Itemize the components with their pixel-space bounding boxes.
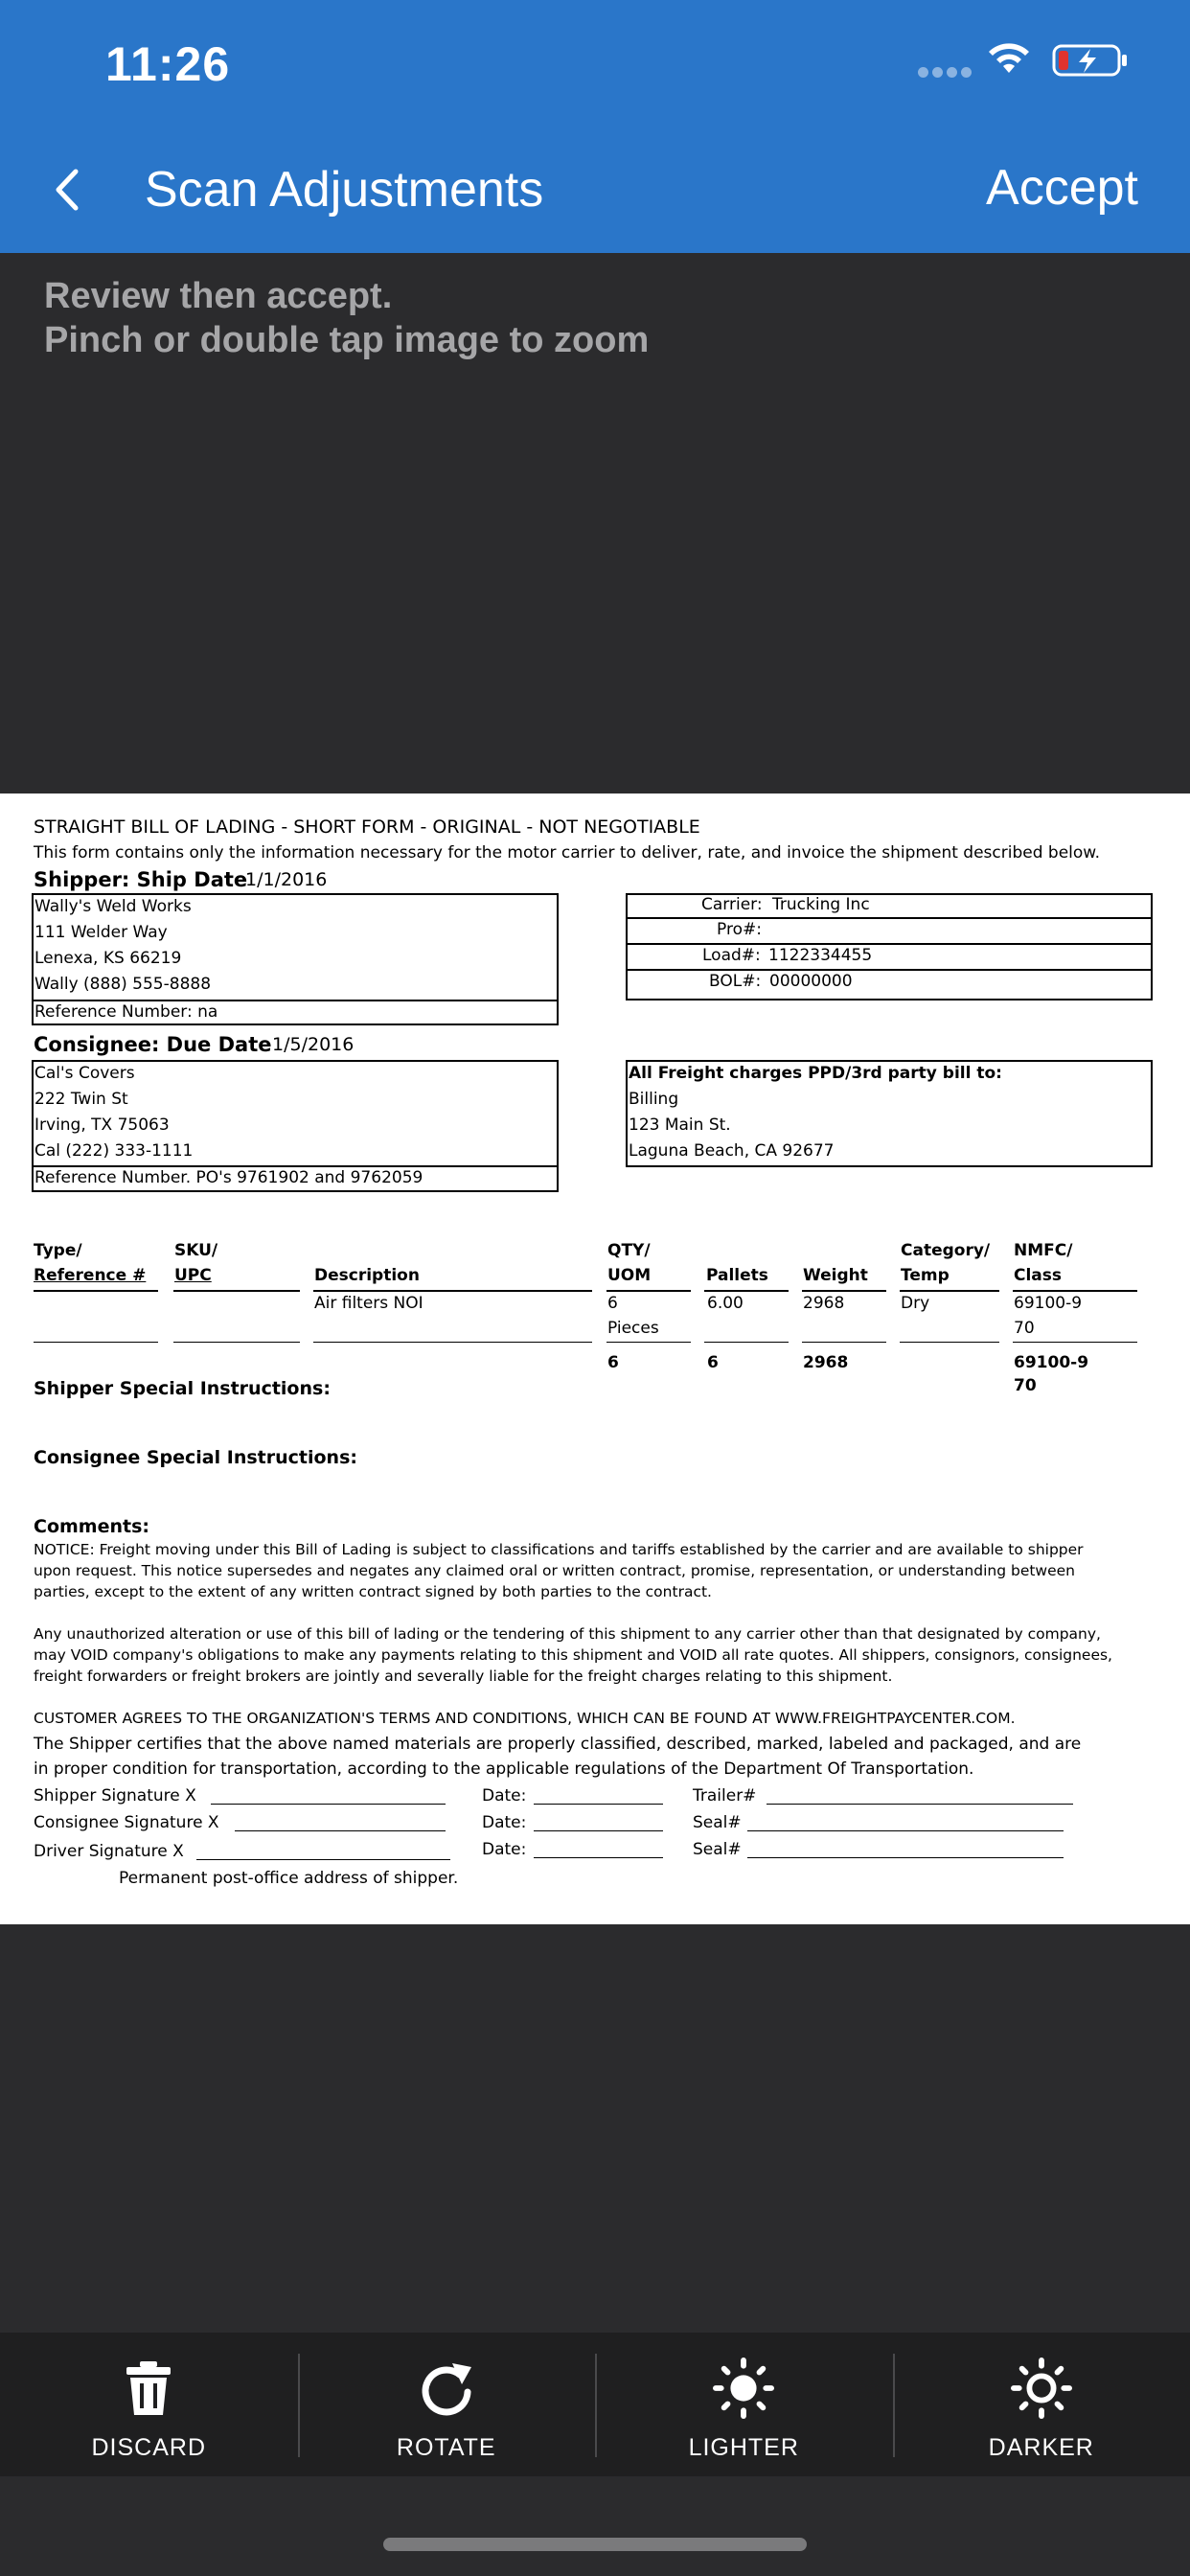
- notice-line: parties, except to the extent of any written contract signed by both parties to the contract.: [34, 1583, 712, 1600]
- billing-line: Laguna Beach, CA 92677: [629, 1141, 835, 1161]
- ship-date: 1/1/2016: [245, 869, 328, 890]
- row-rule: [802, 1342, 886, 1343]
- sun-bright-icon: [713, 2358, 774, 2419]
- instruction-line-2: Pinch or double tap image to zoom: [44, 320, 650, 360]
- th-sku: UPC: [174, 1266, 212, 1285]
- row-rule: [173, 1342, 300, 1343]
- shipper-line: 111 Welder Way: [34, 923, 168, 942]
- app-header: [0, 0, 1190, 253]
- signature-line: [747, 1830, 1064, 1831]
- divider: [626, 917, 1153, 919]
- total-nmfc: 70: [1014, 1376, 1037, 1395]
- date-label: Date:: [482, 1813, 527, 1832]
- lighter-button[interactable]: [595, 2333, 893, 2476]
- bottom-toolbar: [0, 2333, 1190, 2476]
- th-category: Temp: [901, 1266, 950, 1285]
- trailer-label: Trailer#: [693, 1786, 757, 1806]
- th-pallets: Pallets: [706, 1266, 768, 1285]
- rotate-label: ROTATE: [396, 2434, 496, 2461]
- signature-line: [235, 1830, 446, 1831]
- signature-line: [534, 1857, 663, 1858]
- header-rule: [704, 1290, 789, 1292]
- total-nmfc: 69100-9: [1014, 1353, 1089, 1372]
- signature-line: [534, 1804, 663, 1805]
- consignee-line: Irving, TX 75063: [34, 1116, 170, 1135]
- consignee-instructions: Consignee Special Instructions:: [34, 1447, 357, 1468]
- alteration-line: Any unauthorized alteration or use of this bill of lading or the tendering of this shipment to any carrier other than that designated by company,: [34, 1625, 1101, 1643]
- instruction-line-1: Review then accept.: [44, 276, 393, 316]
- divider: [626, 943, 1153, 945]
- th-weight: Weight: [803, 1266, 868, 1285]
- shipper-line: Wally (888) 555-8888: [34, 975, 212, 994]
- divider: [626, 969, 1153, 971]
- consignee-line: Reference Number. PO's 9761902 and 9762059: [34, 1168, 423, 1187]
- divider: [32, 1000, 559, 1001]
- load-label: Load#:: [702, 946, 761, 965]
- certify-line: in proper condition for transportation, according to the applicable regulations of the Department Of Transportation.: [34, 1760, 974, 1779]
- date-label: Date:: [482, 1840, 527, 1859]
- row-rule: [313, 1342, 592, 1343]
- row-rule: [704, 1342, 789, 1343]
- wifi-icon: [985, 40, 1033, 77]
- shipper-line: Wally's Weld Works: [34, 897, 192, 916]
- divider: [32, 1165, 559, 1167]
- signature-line: [747, 1857, 1064, 1858]
- shipper-label: Shipper: Ship Date: [34, 868, 248, 891]
- row-rule: [900, 1342, 999, 1343]
- row-rule: [34, 1342, 158, 1343]
- signature-line: [196, 1859, 450, 1860]
- row-nmfc: 70: [1014, 1319, 1035, 1338]
- driver-signature-label: Driver Signature X: [34, 1842, 184, 1861]
- terms-line: CUSTOMER AGREES TO THE ORGANIZATION'S TERMS AND CONDITIONS, WHICH CAN BE FOUND AT WWW.FREIGHTPAYCENTER.COM.: [34, 1710, 1016, 1727]
- shipper-signature-label: Shipper Signature X: [34, 1786, 196, 1806]
- row-uom: Pieces: [607, 1319, 659, 1338]
- row-rule: [1013, 1342, 1137, 1343]
- notice-line: NOTICE: Freight moving under this Bill of Lading is subject to classifications and tariffs established by the carrier and are available to shipper: [34, 1541, 1084, 1558]
- signal-icon: [918, 67, 972, 79]
- header-rule: [900, 1290, 999, 1292]
- scanned-document[interactable]: [0, 794, 1190, 1924]
- header-rule: [34, 1290, 158, 1292]
- seal-label: Seal#: [693, 1840, 742, 1859]
- status-time: 11:26: [105, 37, 231, 91]
- row-qty: 6: [607, 1294, 618, 1313]
- discard-label: DISCARD: [91, 2434, 206, 2461]
- consignee-line: Cal's Covers: [34, 1064, 135, 1083]
- consignee-signature-label: Consignee Signature X: [34, 1813, 219, 1832]
- battery-icon: [1052, 44, 1129, 77]
- darker-button[interactable]: [893, 2333, 1190, 2476]
- shipper-line: Lenexa, KS 66219: [34, 949, 182, 968]
- header-rule: [802, 1290, 886, 1292]
- lighter-label: LIGHTER: [688, 2434, 799, 2461]
- row-weight: 2968: [803, 1294, 845, 1313]
- th-sku: SKU/: [174, 1241, 218, 1260]
- alteration-line: may VOID company's obligations to make any payments relating to this shipment and VOID all rate quotes. All shippers, consignors, consignees,: [34, 1646, 1112, 1664]
- sun-dim-icon: [1011, 2358, 1072, 2419]
- page-title: Scan Adjustments: [145, 162, 544, 218]
- signature-line: [211, 1804, 446, 1805]
- date-label: Date:: [482, 1786, 527, 1806]
- due-date: 1/5/2016: [272, 1034, 355, 1055]
- header-rule: [606, 1290, 691, 1292]
- total-pallets: 6: [707, 1353, 719, 1372]
- signature-line: [767, 1804, 1073, 1805]
- header-rule: [173, 1290, 300, 1292]
- consignee-line: Cal (222) 333-1111: [34, 1141, 194, 1161]
- th-nmfc: Class: [1014, 1266, 1063, 1285]
- discard-button[interactable]: [0, 2333, 298, 2476]
- th-qty: UOM: [607, 1266, 652, 1285]
- doc-subheading: This form contains only the information necessary for the motor carrier to deliver, rate, and invoice the shipment described below.: [34, 843, 1101, 862]
- th-nmfc: NMFC/: [1014, 1241, 1073, 1260]
- consignee-line: 222 Twin St: [34, 1090, 128, 1109]
- total-weight: 2968: [803, 1353, 849, 1372]
- total-qty: 6: [607, 1353, 619, 1372]
- header-rule: [1013, 1290, 1137, 1292]
- consignee-label: Consignee: Due Date: [34, 1033, 272, 1056]
- th-type: Type/: [34, 1241, 82, 1260]
- notice-line: upon request. This notice supersedes and negates any claimed oral or written contract, promise, representation, or understanding between: [34, 1562, 1076, 1579]
- row-description: Air filters NOI: [314, 1294, 423, 1313]
- header-rule: [313, 1290, 592, 1292]
- billing-line: Billing: [629, 1090, 679, 1109]
- row-category: Dry: [901, 1294, 930, 1313]
- th-qty: QTY/: [607, 1241, 651, 1260]
- rotate-button[interactable]: [298, 2333, 596, 2476]
- row-nmfc: 69100-9: [1014, 1294, 1083, 1313]
- home-indicator[interactable]: [383, 2538, 807, 2551]
- th-category: Category/: [901, 1241, 991, 1260]
- alteration-line: freight forwarders or freight brokers are jointly and severally liable for the freight charges relating to this shipment.: [34, 1668, 893, 1685]
- load-value: 1122334455: [768, 946, 873, 965]
- billing-heading: All Freight charges PPD/3rd party bill to:: [629, 1064, 1002, 1083]
- row-pallets: 6.00: [707, 1294, 744, 1313]
- comments-label: Comments:: [34, 1516, 149, 1537]
- carrier-value: Trucking Inc: [772, 895, 870, 914]
- rotate-icon: [416, 2358, 477, 2419]
- instructions: [44, 274, 649, 362]
- trash-icon: [118, 2358, 179, 2419]
- bol-value: 00000000: [769, 972, 853, 991]
- pro-label: Pro#:: [717, 920, 762, 939]
- row-rule: [606, 1342, 691, 1343]
- bol-label: BOL#:: [709, 972, 762, 991]
- darker-label: DARKER: [988, 2434, 1094, 2461]
- certify-line: The Shipper certifies that the above named materials are properly classified, described, marked, labeled and packaged, and are: [34, 1735, 1082, 1754]
- th-type: Reference #: [34, 1266, 147, 1285]
- back-button[interactable]: [38, 153, 96, 226]
- doc-footer: Permanent post-office address of shipper.: [119, 1869, 459, 1888]
- chevron-left-icon: [51, 166, 83, 214]
- signature-line: [534, 1830, 663, 1831]
- th-description: Description: [314, 1266, 420, 1285]
- seal-label: Seal#: [693, 1813, 742, 1832]
- shipper-line: Reference Number: na: [34, 1002, 218, 1022]
- doc-heading: STRAIGHT BILL OF LADING - SHORT FORM - ORIGINAL - NOT NEGOTIABLE: [34, 816, 700, 838]
- shipper-instructions: Shipper Special Instructions:: [34, 1378, 331, 1399]
- billing-line: 123 Main St.: [629, 1116, 731, 1135]
- accept-button[interactable]: Accept: [986, 160, 1138, 216]
- carrier-label: Carrier:: [701, 895, 763, 914]
